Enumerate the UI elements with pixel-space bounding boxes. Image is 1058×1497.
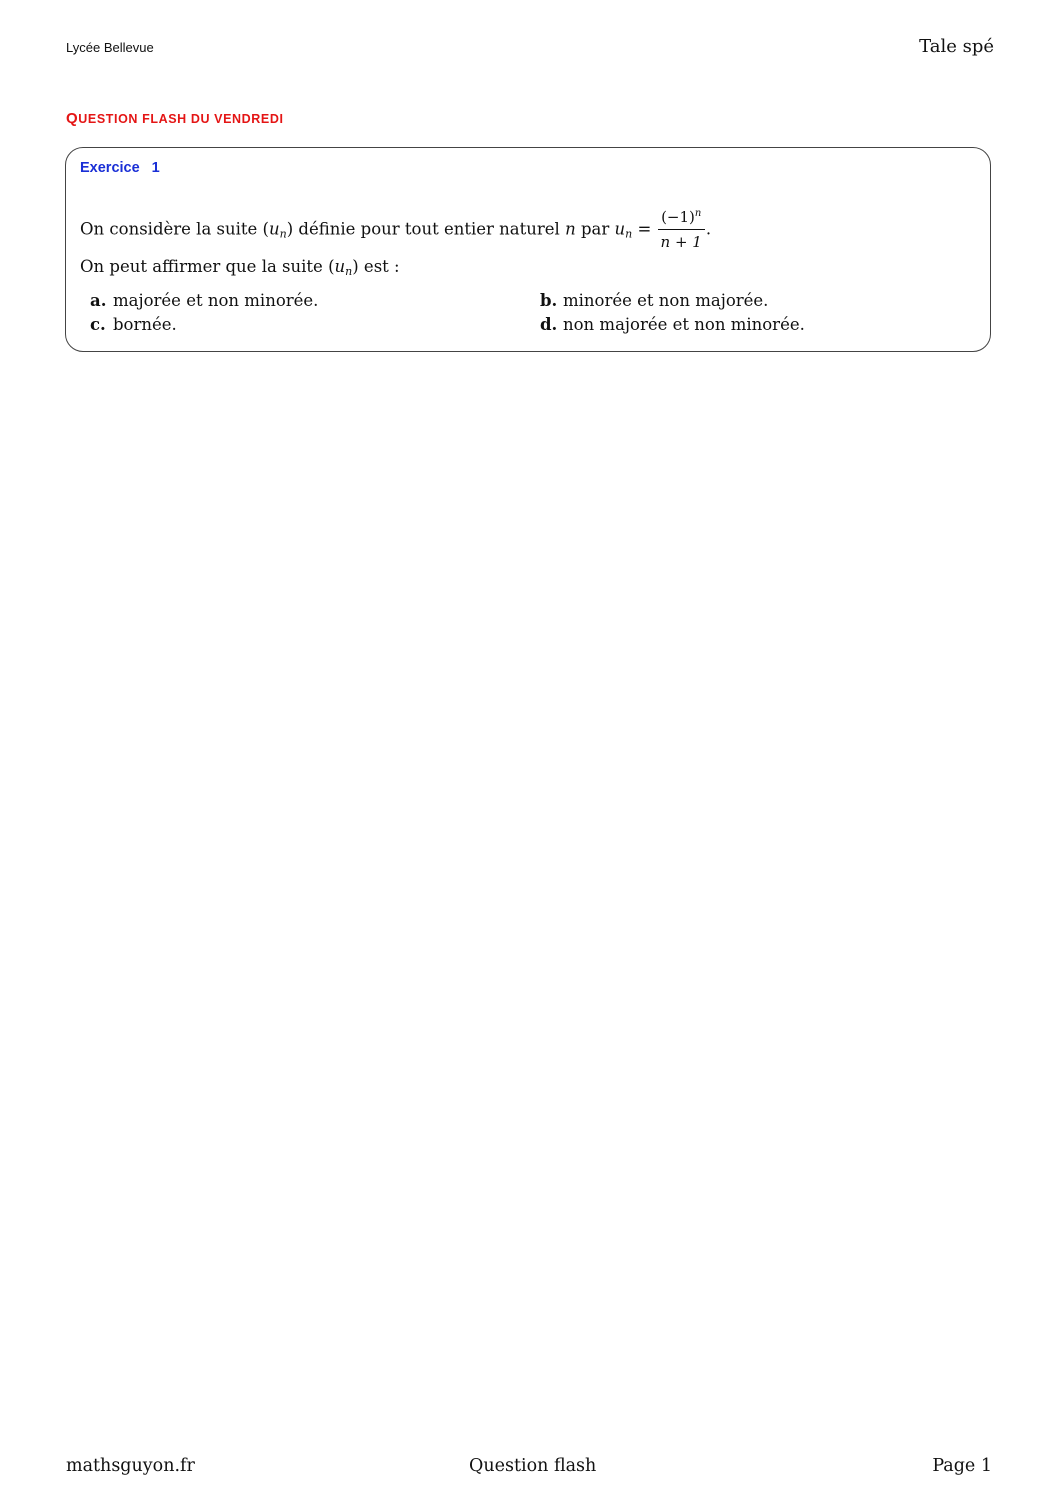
section-title-initial: Q xyxy=(66,110,79,127)
choice-letter: a. xyxy=(90,291,107,310)
numerator-exponent: n xyxy=(694,208,702,219)
choice-text: bornée. xyxy=(113,315,177,334)
statement-line-2 xyxy=(80,252,711,286)
footer-doc-title: Question flash xyxy=(469,1456,597,1476)
sequence-var: u xyxy=(268,219,280,239)
choice-text: minorée et non majorée. xyxy=(563,291,769,310)
fraction-numerator xyxy=(658,204,705,230)
sequence-var: u xyxy=(334,257,346,276)
statement-text: ) est : xyxy=(352,257,400,276)
choice-b[interactable] xyxy=(540,289,768,313)
statement-text: par xyxy=(575,219,615,239)
statement-text: On peut affirmer que la suite ( xyxy=(80,257,335,276)
footer-page-number: Page 1 xyxy=(932,1456,992,1476)
statement-line-1 xyxy=(80,206,711,254)
header-level: Tale spé xyxy=(919,36,994,57)
choice-c[interactable] xyxy=(90,313,177,337)
statement-text: On considère la suite ( xyxy=(80,219,269,239)
exercise-label-text: Exercice xyxy=(80,160,140,176)
exercise-statement xyxy=(80,206,711,286)
sequence-index: n xyxy=(279,227,287,241)
exercise-label xyxy=(80,160,160,176)
exercise-number: 1 xyxy=(151,160,160,176)
statement-text: ) définie pour tout entier naturel xyxy=(286,219,566,239)
sequence-var: u xyxy=(614,219,626,239)
sequence-index: n xyxy=(345,265,353,278)
choice-text: majorée et non minorée. xyxy=(113,291,319,310)
denominator-text: n + 1 xyxy=(660,233,702,251)
formula-fraction xyxy=(658,204,705,252)
numerator-text: (−1) xyxy=(661,208,695,226)
choice-letter: d. xyxy=(540,315,558,334)
sequence-index: n xyxy=(625,227,633,241)
choice-letter: b. xyxy=(540,291,558,310)
fraction-denominator xyxy=(658,230,705,252)
choice-a[interactable] xyxy=(90,289,318,313)
choice-d[interactable] xyxy=(540,313,805,337)
n-variable: n xyxy=(565,219,576,239)
footer-site: mathsguyon.fr xyxy=(66,1456,195,1476)
equals-sign: = xyxy=(632,219,657,239)
header-school: Lycée Bellevue xyxy=(66,40,154,55)
choice-text: non majorée et non minorée. xyxy=(563,315,805,334)
formula-period: . xyxy=(705,219,712,239)
exercise-box xyxy=(65,147,991,352)
section-title-rest: UESTION FLASH DU VENDREDI xyxy=(78,112,284,126)
section-title xyxy=(66,110,284,127)
choice-letter: c. xyxy=(90,315,106,334)
